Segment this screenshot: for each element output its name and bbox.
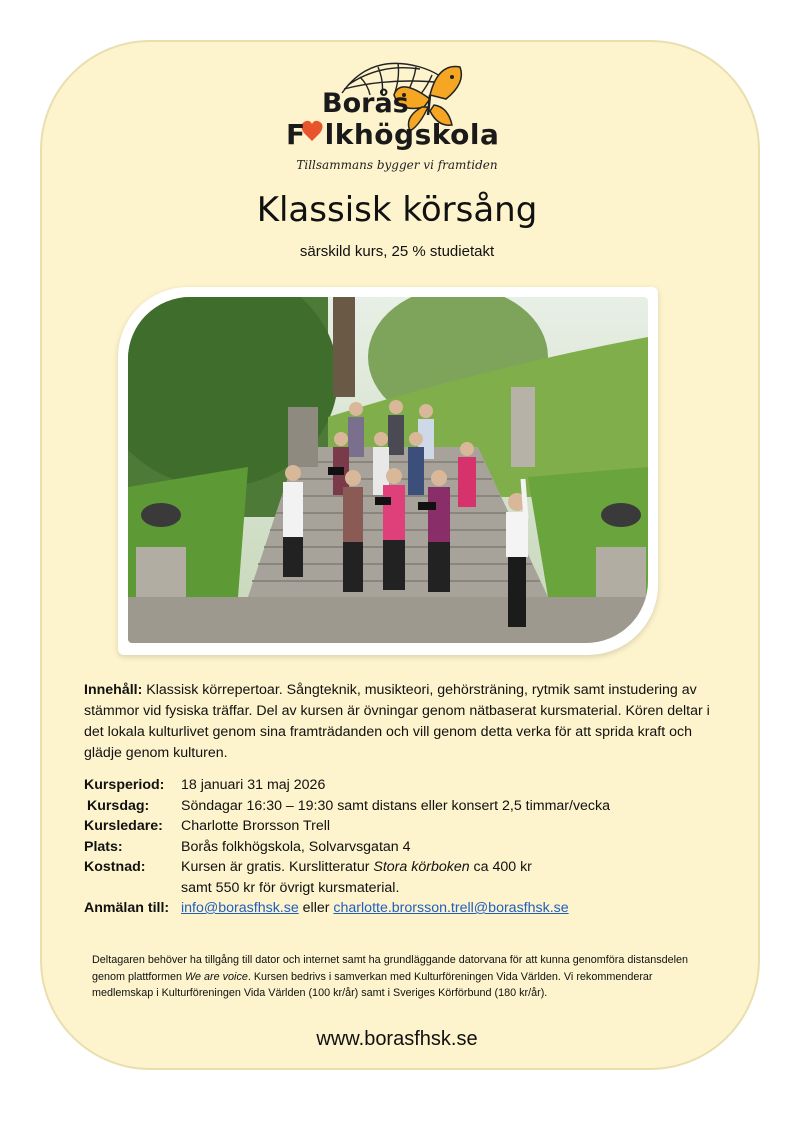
signup-value [181,898,744,919]
cost-book: Stora körboken [373,859,470,875]
signup-label: Anmälan till: [84,900,170,916]
email-link-info[interactable]: info@borasfhsk.se [181,900,299,916]
note-part1: Deltagaren behöver ha tillgång till dator och internet samt ha grundläggande datorvana för att kunna genomföra distansdelen genom plattformen [92,954,689,983]
day-value: Söndagar 16:30 – 19:30 samt distans eller konsert 2,5 timmar/vecka [181,797,611,814]
info-row-signup [84,898,744,919]
choir-photo-illustration [128,297,648,643]
logo-text-line1: Borås [322,88,409,119]
website-url[interactable]: www.borasfhsk.se [316,1028,478,1050]
period-label: Kursperiod: [84,777,165,793]
cost-label: Kostnad: [84,859,146,875]
course-info [84,775,744,919]
note-part2: . Kursen bedrivs i samverkan med Kulturföreningen Vida Världen. Vi rekommenderar medlemskap i Kulturföreningen Vida Världen (100 kr/år) samt i Sveriges Körförbund (180 kr/år). [92,970,653,999]
page-subtitle: särskild kurs, 25 % studietakt [299,243,495,260]
info-row-leader [84,816,744,837]
logo-text-line2: F lkhögskola [286,118,500,151]
info-row-cost [84,857,744,898]
signup-or: eller [298,900,334,916]
info-row-place [84,837,744,858]
description-label: Innehåll: [84,682,143,698]
participant-note [92,952,712,1002]
day-label: Kursdag: [87,797,150,814]
period-value: 18 januari 31 maj 2026 [181,777,326,793]
place-label: Plats: [84,838,123,855]
page-title: Klassisk körsång [256,190,538,230]
description-text: Klassisk körrepertoar. Sångteknik, musikteori, gehörsträning, rytmik samt instudering av stämmor vid fysiska träffar. Del av kursen är övningar genom nätbaserat kursmaterial. Kören deltar i det lokala kulturlivet genom sina framträdanden och vill genom detta verka för att sprida kraft och glädje genom kulturen. [84,682,710,761]
place-value: Borås folkhögskola, Solvarvsgatan 4 [181,838,411,855]
cost-post: ca 400 kr [469,859,532,875]
choir-photo [128,297,648,643]
course-description [84,680,724,764]
logo-tagline: Tillsammans bygger vi framtiden [296,158,498,172]
cost-pre: Kursen är gratis. Kurslitteratur [181,859,374,875]
info-row-period [84,775,744,796]
logo-text-rest: lkhögskola [324,118,500,151]
info-row-day [84,796,744,817]
cost-value [181,857,744,898]
leader-label: Kursledare: [84,818,163,834]
cost-line2: samt 550 kr för övrigt kursmaterial. [181,879,400,896]
leader-value: Charlotte Brorsson Trell [181,818,331,834]
email-link-charlotte[interactable]: charlotte.brorsson.trell@borasfhsk.se [333,900,569,916]
note-platform: We are voice [185,970,248,983]
